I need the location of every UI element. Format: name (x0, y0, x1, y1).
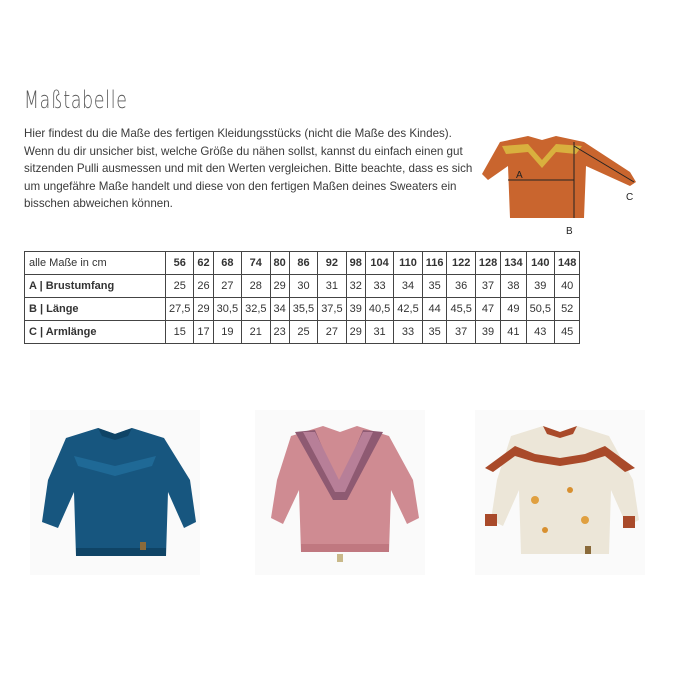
value-cell: 50,5 (526, 298, 554, 321)
value-cell: 25 (289, 321, 317, 344)
size-table-header (25, 252, 580, 275)
value-cell: 32,5 (242, 298, 270, 321)
value-cell: 37 (447, 321, 475, 344)
row-label: B | Länge (25, 298, 166, 321)
value-cell: 27 (213, 275, 241, 298)
size-cell: 74 (242, 252, 270, 275)
value-cell: 47 (475, 298, 500, 321)
value-cell: 29 (270, 275, 289, 298)
label-a: A (516, 170, 523, 181)
value-cell: 40,5 (365, 298, 393, 321)
value-cell: 34 (270, 298, 289, 321)
page-title: Maßtabelle (24, 86, 128, 114)
size-cell: 110 (394, 252, 422, 275)
intro-text: Hier findest du die Maße des fertigen Kleidungsstücks (nicht die Maße des Kindes). Wenn du dir unsicher bist, welche Größe du nähen sollst, kannst du einfach einen gut sitzenden Pulli ausmessen und mit den Werten vergleichen. Bitte beachte, dass es sich um ungefähre Maße handelt und diese von den fertigen Maßen deines Sweaters ein bisschen abweichen können. (24, 127, 473, 211)
table-row-armlaenge (25, 321, 580, 344)
label-c: C (626, 192, 634, 203)
row-label: C | Armlänge (25, 321, 166, 344)
size-cell: 92 (318, 252, 346, 275)
value-cell: 31 (318, 275, 346, 298)
size-cell: 140 (526, 252, 554, 275)
value-cell: 21 (242, 321, 270, 344)
value-cell: 37,5 (318, 298, 346, 321)
size-cell: 122 (447, 252, 475, 275)
size-cell: 56 (166, 252, 194, 275)
size-table (24, 251, 580, 344)
size-cell: 128 (475, 252, 500, 275)
value-cell: 44 (422, 298, 447, 321)
value-cell: 35 (422, 275, 447, 298)
value-cell: 45 (555, 321, 580, 344)
value-cell: 26 (194, 275, 213, 298)
value-cell: 34 (394, 275, 422, 298)
value-cell: 41 (501, 321, 526, 344)
size-cell: 134 (501, 252, 526, 275)
value-cell: 27 (318, 321, 346, 344)
size-cell: 98 (346, 252, 365, 275)
value-cell: 17 (194, 321, 213, 344)
value-cell: 35,5 (289, 298, 317, 321)
size-cell: 116 (422, 252, 447, 275)
value-cell: 40 (555, 275, 580, 298)
value-cell: 19 (213, 321, 241, 344)
value-cell: 31 (365, 321, 393, 344)
size-cell: 148 (555, 252, 580, 275)
sweater-photo-blue (30, 410, 200, 575)
value-cell: 33 (394, 321, 422, 344)
size-cell: 80 (270, 252, 289, 275)
value-cell: 29 (194, 298, 213, 321)
label-b: B (566, 226, 573, 237)
table-row-laenge (25, 298, 580, 321)
value-cell: 30,5 (213, 298, 241, 321)
size-cell: 68 (213, 252, 241, 275)
value-cell: 38 (501, 275, 526, 298)
sweater-photo-pink (255, 410, 425, 575)
value-cell: 42,5 (394, 298, 422, 321)
value-cell: 25 (166, 275, 194, 298)
measurement-diagram (480, 120, 650, 240)
sweater-photo-cream (475, 410, 645, 575)
value-cell: 33 (365, 275, 393, 298)
value-cell: 49 (501, 298, 526, 321)
value-cell: 43 (526, 321, 554, 344)
value-cell: 39 (475, 321, 500, 344)
table-header-label: alle Maße in cm (25, 252, 166, 275)
value-cell: 28 (242, 275, 270, 298)
value-cell: 52 (555, 298, 580, 321)
value-cell: 37 (475, 275, 500, 298)
table-row-brustumfang (25, 275, 580, 298)
size-cell: 62 (194, 252, 213, 275)
value-cell: 15 (166, 321, 194, 344)
value-cell: 30 (289, 275, 317, 298)
value-cell: 39 (526, 275, 554, 298)
value-cell: 29 (346, 321, 365, 344)
value-cell: 23 (270, 321, 289, 344)
row-label: A | Brustumfang (25, 275, 166, 298)
value-cell: 32 (346, 275, 365, 298)
size-cell: 104 (365, 252, 393, 275)
value-cell: 27,5 (166, 298, 194, 321)
value-cell: 35 (422, 321, 447, 344)
value-cell: 36 (447, 275, 475, 298)
value-cell: 39 (346, 298, 365, 321)
value-cell: 45,5 (447, 298, 475, 321)
size-cell: 86 (289, 252, 317, 275)
